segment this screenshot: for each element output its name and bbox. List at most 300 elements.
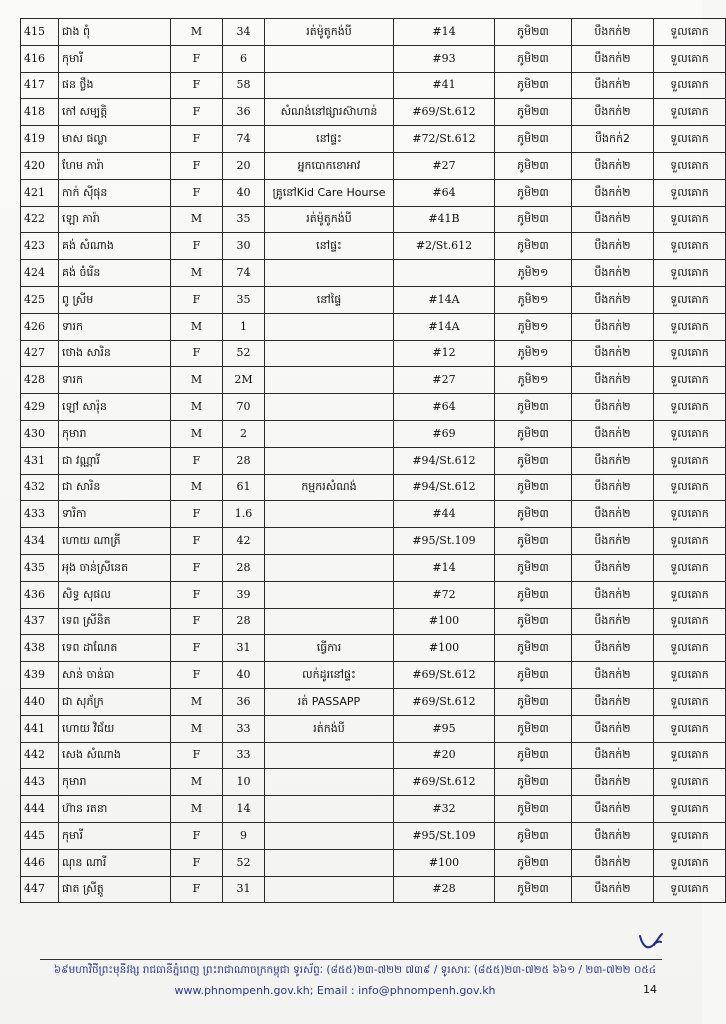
commune-cell: បឹងកក់២ [572, 849, 654, 876]
commune-cell: បឹងកក់២ [572, 876, 654, 903]
sex-cell: F [171, 45, 223, 72]
village-cell: ភូមិ២៣ [495, 45, 572, 72]
age-cell: 1 [223, 313, 265, 340]
age-cell: 2M [223, 367, 265, 394]
age-cell: 58 [223, 72, 265, 99]
table-row [21, 528, 726, 555]
person-name: ទេព ដាណែត [59, 635, 171, 662]
house-number-cell: #72/St.612 [394, 126, 495, 153]
sex-cell: M [171, 394, 223, 421]
row-number: 428 [21, 367, 59, 394]
person-name: សិទ្ធ សុផល [59, 581, 171, 608]
commune-cell: បឹងកក់២ [572, 420, 654, 447]
occupation-cell: នៅផ្ទះ [265, 233, 394, 260]
village-cell: ភូមិ២៣ [495, 554, 572, 581]
district-cell: ទួលគោក [654, 501, 726, 528]
age-cell: 36 [223, 688, 265, 715]
person-name: គង់ ចំរើន [59, 260, 171, 287]
occupation-cell: រត់ម៉ូតូកង់បី [265, 206, 394, 233]
signature-mark [636, 930, 666, 952]
table-row [21, 715, 726, 742]
district-cell: ទួលគោក [654, 260, 726, 287]
house-number-cell: #100 [394, 849, 495, 876]
table-row [21, 608, 726, 635]
sex-cell: M [171, 796, 223, 823]
table-row [21, 367, 726, 394]
person-name: កុមារា [59, 420, 171, 447]
district-cell: ទួលគោក [654, 367, 726, 394]
district-cell: ទួលគោក [654, 822, 726, 849]
commune-cell: បឹងកក់២ [572, 179, 654, 206]
commune-cell: បឹងកក់២ [572, 367, 654, 394]
sex-cell: F [171, 447, 223, 474]
row-number: 418 [21, 99, 59, 126]
table-row [21, 501, 726, 528]
occupation-cell: អ្នកបោកខោអាវ [265, 152, 394, 179]
district-cell: ទួលគោក [654, 72, 726, 99]
village-cell: ភូមិ២៣ [495, 742, 572, 769]
sex-cell: M [171, 420, 223, 447]
house-number-cell: #32 [394, 796, 495, 823]
age-cell: 31 [223, 876, 265, 903]
commune-cell: បឹងកក់២ [572, 528, 654, 555]
house-number-cell: #64 [394, 179, 495, 206]
commune-cell: បឹងកក់២ [572, 340, 654, 367]
village-cell: ភូមិ២៣ [495, 72, 572, 99]
person-name: ពូ ស្រីម [59, 286, 171, 313]
row-number: 422 [21, 206, 59, 233]
occupation-cell: រត់ PASSAPP [265, 688, 394, 715]
age-cell: 31 [223, 635, 265, 662]
table-row [21, 45, 726, 72]
person-name: ជាង ពុំ [59, 19, 171, 46]
village-cell: ភូមិ២៣ [495, 206, 572, 233]
age-cell: 10 [223, 769, 265, 796]
row-number: 420 [21, 152, 59, 179]
commune-cell: បឹងកក់2 [572, 126, 654, 153]
age-cell: 52 [223, 340, 265, 367]
commune-cell: បឹងកក់២ [572, 394, 654, 421]
occupation-cell [265, 796, 394, 823]
register-table [20, 18, 726, 903]
person-name: ផន ថ្លឹង [59, 72, 171, 99]
village-cell: ភូមិ២៣ [495, 662, 572, 689]
village-cell: ភូមិ២៣ [495, 447, 572, 474]
village-cell: ភូមិ២៣ [495, 501, 572, 528]
occupation-cell [265, 822, 394, 849]
district-cell: ទួលគោក [654, 796, 726, 823]
sex-cell: F [171, 233, 223, 260]
village-cell: ភូមិ២៣ [495, 769, 572, 796]
age-cell: 20 [223, 152, 265, 179]
person-name: ជា វណ្ណារី [59, 447, 171, 474]
occupation-cell: នៅផ្ទះ [265, 126, 394, 153]
village-cell: ភូមិ២៣ [495, 581, 572, 608]
village-cell: ភូមិ២៣ [495, 876, 572, 903]
house-number-cell: #28 [394, 876, 495, 903]
row-number: 419 [21, 126, 59, 153]
person-name: ទេព ស្រីនិត [59, 608, 171, 635]
table-row [21, 206, 726, 233]
village-cell: ភូមិ២១ [495, 260, 572, 287]
district-cell: ទួលគោក [654, 206, 726, 233]
table-row [21, 286, 726, 313]
age-cell: 14 [223, 796, 265, 823]
district-cell: ទួលគោក [654, 313, 726, 340]
sex-cell: F [171, 608, 223, 635]
age-cell: 34 [223, 19, 265, 46]
row-number: 430 [21, 420, 59, 447]
house-number-cell: #14 [394, 554, 495, 581]
footer-divider [40, 959, 662, 960]
table-row [21, 260, 726, 287]
sex-cell: F [171, 822, 223, 849]
sex-cell: M [171, 688, 223, 715]
person-name: កុមារី [59, 822, 171, 849]
person-name: ឡោ ភារ៉ា [59, 206, 171, 233]
commune-cell: បឹងកក់២ [572, 822, 654, 849]
commune-cell: បឹងកក់២ [572, 581, 654, 608]
commune-cell: បឹងកក់២ [572, 45, 654, 72]
row-number: 435 [21, 554, 59, 581]
row-number: 440 [21, 688, 59, 715]
person-name: សាន់ ចាន់ធា [59, 662, 171, 689]
table-row [21, 340, 726, 367]
person-name: ហ៊ាន រតនា [59, 796, 171, 823]
district-cell: ទួលគោក [654, 233, 726, 260]
commune-cell: បឹងកក់២ [572, 72, 654, 99]
table-row [21, 152, 726, 179]
person-name: ទារក [59, 367, 171, 394]
occupation-cell [265, 581, 394, 608]
commune-cell: បឹងកក់២ [572, 447, 654, 474]
footer-contact: www.phnompenh.gov.kh; Email : info@phnompenh.gov.kh [174, 984, 496, 997]
age-cell: 28 [223, 554, 265, 581]
table-row [21, 420, 726, 447]
age-cell: 33 [223, 742, 265, 769]
commune-cell: បឹងកក់២ [572, 662, 654, 689]
occupation-cell [265, 608, 394, 635]
commune-cell: បឹងកក់២ [572, 233, 654, 260]
occupation-cell [265, 367, 394, 394]
age-cell: 40 [223, 662, 265, 689]
table-row [21, 313, 726, 340]
age-cell: 36 [223, 99, 265, 126]
row-number: 437 [21, 608, 59, 635]
row-number: 429 [21, 394, 59, 421]
table-row [21, 796, 726, 823]
commune-cell: បឹងកក់២ [572, 286, 654, 313]
row-number: 443 [21, 769, 59, 796]
person-name: កាក់ ស៊ីផុន [59, 179, 171, 206]
district-cell: ទួលគោក [654, 179, 726, 206]
sex-cell: M [171, 260, 223, 287]
house-number-cell: #41B [394, 206, 495, 233]
row-number: 434 [21, 528, 59, 555]
commune-cell: បឹងកក់២ [572, 152, 654, 179]
sex-cell: F [171, 340, 223, 367]
district-cell: ទួលគោក [654, 420, 726, 447]
page-number: 14 [643, 983, 657, 996]
occupation-cell [265, 394, 394, 421]
house-number-cell: #93 [394, 45, 495, 72]
age-cell: 40 [223, 179, 265, 206]
age-cell: 35 [223, 206, 265, 233]
house-number-cell: #69/St.612 [394, 688, 495, 715]
row-number: 444 [21, 796, 59, 823]
person-name: ណុន ណារី [59, 849, 171, 876]
person-name: ហោយ ណាត្រី [59, 528, 171, 555]
village-cell: ភូមិ២៣ [495, 688, 572, 715]
district-cell: ទួលគោក [654, 581, 726, 608]
house-number-cell: #41 [394, 72, 495, 99]
sex-cell: M [171, 206, 223, 233]
district-cell: ទួលគោក [654, 608, 726, 635]
person-name: ទារិកា [59, 501, 171, 528]
district-cell: ទួលគោក [654, 715, 726, 742]
house-number-cell: #100 [394, 608, 495, 635]
row-number: 445 [21, 822, 59, 849]
sex-cell: M [171, 715, 223, 742]
house-number-cell: #100 [394, 635, 495, 662]
house-number-cell: #64 [394, 394, 495, 421]
age-cell: 30 [223, 233, 265, 260]
sex-cell: F [171, 876, 223, 903]
person-name: ផាត ស្រីត្តូ [59, 876, 171, 903]
age-cell: 28 [223, 447, 265, 474]
sex-cell: F [171, 99, 223, 126]
occupation-cell [265, 313, 394, 340]
row-number: 442 [21, 742, 59, 769]
occupation-cell [265, 501, 394, 528]
sex-cell: F [171, 849, 223, 876]
occupation-cell [265, 742, 394, 769]
table-row [21, 662, 726, 689]
table-row [21, 19, 726, 46]
house-number-cell [394, 260, 495, 287]
commune-cell: បឹងកក់២ [572, 19, 654, 46]
sex-cell: M [171, 769, 223, 796]
commune-cell: បឹងកក់២ [572, 260, 654, 287]
village-cell: ភូមិ២១ [495, 286, 572, 313]
occupation-cell: ធ្វើការ [265, 635, 394, 662]
district-cell: ទួលគោក [654, 849, 726, 876]
table-row [21, 179, 726, 206]
sex-cell: F [171, 528, 223, 555]
table-row [21, 742, 726, 769]
commune-cell: បឹងកក់២ [572, 688, 654, 715]
person-name: ឡៅ សារ៉ុន [59, 394, 171, 421]
occupation-cell: នៅផ្ទៃ [265, 286, 394, 313]
house-number-cell: #69 [394, 420, 495, 447]
person-name: ជា សុភ័ក្រ [59, 688, 171, 715]
table-row [21, 233, 726, 260]
sex-cell: M [171, 367, 223, 394]
age-cell: 6 [223, 45, 265, 72]
commune-cell: បឹងកក់២ [572, 742, 654, 769]
sex-cell: M [171, 313, 223, 340]
village-cell: ភូមិ២៣ [495, 99, 572, 126]
district-cell: ទួលគោក [654, 340, 726, 367]
person-name: ទារក [59, 313, 171, 340]
row-number: 427 [21, 340, 59, 367]
person-name: គង់ សំណាង [59, 233, 171, 260]
district-cell: ទួលគោក [654, 769, 726, 796]
village-cell: ភូមិ២៣ [495, 608, 572, 635]
sex-cell: F [171, 742, 223, 769]
occupation-cell [265, 447, 394, 474]
person-name: មាស ផល្លា [59, 126, 171, 153]
district-cell: ទួលគោក [654, 528, 726, 555]
sex-cell: F [171, 126, 223, 153]
sex-cell: M [171, 474, 223, 501]
district-cell: ទួលគោក [654, 152, 726, 179]
row-number: 447 [21, 876, 59, 903]
house-number-cell: #14A [394, 313, 495, 340]
occupation-cell [265, 554, 394, 581]
commune-cell: បឹងកក់២ [572, 99, 654, 126]
person-name: កុមារា [59, 769, 171, 796]
table-row [21, 581, 726, 608]
row-number: 417 [21, 72, 59, 99]
house-number-cell: #44 [394, 501, 495, 528]
row-number: 436 [21, 581, 59, 608]
occupation-cell [265, 849, 394, 876]
village-cell: ភូមិ២១ [495, 340, 572, 367]
house-number-cell: #94/St.612 [394, 447, 495, 474]
sex-cell: F [171, 635, 223, 662]
sex-cell: F [171, 662, 223, 689]
house-number-cell: #94/St.612 [394, 474, 495, 501]
house-number-cell: #12 [394, 340, 495, 367]
district-cell: ទួលគោក [654, 635, 726, 662]
age-cell: 74 [223, 260, 265, 287]
person-name: អុង ចាន់ស្រីនេត [59, 554, 171, 581]
table-row [21, 635, 726, 662]
sex-cell: F [171, 286, 223, 313]
village-cell: ភូមិ២៣ [495, 822, 572, 849]
register-rows [21, 19, 726, 903]
person-name: កៅ សម្បត្តិ [59, 99, 171, 126]
age-cell: 61 [223, 474, 265, 501]
village-cell: ភូមិ២១ [495, 313, 572, 340]
village-cell: ភូមិ២៣ [495, 474, 572, 501]
occupation-cell [265, 876, 394, 903]
occupation-cell: កម្មករសំណង់ [265, 474, 394, 501]
village-cell: ភូមិ២៣ [495, 126, 572, 153]
table-row [21, 554, 726, 581]
district-cell: ទួលគោក [654, 286, 726, 313]
table-row [21, 474, 726, 501]
row-number: 416 [21, 45, 59, 72]
house-number-cell: #69/St.612 [394, 99, 495, 126]
table-row [21, 72, 726, 99]
village-cell: ភូមិ២៣ [495, 19, 572, 46]
footer-address: ៦៩មហាវិថីព្រះមុនីវង្ស រាជធានីភ្នំពេញ ព្រះរាជាណាចក្រកម្ពុជា ទូរស័ព្ទៈ (៨៥៥)២៣-៧២២ ៧៣៩ / ទូរសារៈ (៨៥៥)២៣-៧២៥ ៦៦១ / ២៣-៧២២ ០៥៤ [53, 964, 657, 976]
district-cell: ទួលគោក [654, 19, 726, 46]
row-number: 438 [21, 635, 59, 662]
row-number: 439 [21, 662, 59, 689]
district-cell: ទួលគោក [654, 742, 726, 769]
person-name: ហែម ភារ៉ា [59, 152, 171, 179]
occupation-cell [265, 528, 394, 555]
commune-cell: បឹងកក់២ [572, 206, 654, 233]
age-cell: 2 [223, 420, 265, 447]
age-cell: 70 [223, 394, 265, 421]
commune-cell: បឹងកក់២ [572, 796, 654, 823]
age-cell: 28 [223, 608, 265, 635]
age-cell: 33 [223, 715, 265, 742]
occupation-cell [265, 260, 394, 287]
occupation-cell [265, 340, 394, 367]
age-cell: 74 [223, 126, 265, 153]
village-cell: ភូមិ២៣ [495, 796, 572, 823]
district-cell: ទួលគោក [654, 45, 726, 72]
village-cell: ភូមិ២៣ [495, 528, 572, 555]
district-cell: ទួលគោក [654, 447, 726, 474]
row-number: 426 [21, 313, 59, 340]
house-number-cell: #95/St.109 [394, 822, 495, 849]
commune-cell: បឹងកក់២ [572, 474, 654, 501]
house-number-cell: #27 [394, 367, 495, 394]
row-number: 421 [21, 179, 59, 206]
district-cell: ទួលគោក [654, 688, 726, 715]
row-number: 441 [21, 715, 59, 742]
table-row [21, 447, 726, 474]
occupation-cell: រត់កង់បី [265, 715, 394, 742]
occupation-cell [265, 72, 394, 99]
age-cell: 42 [223, 528, 265, 555]
house-number-cell: #69/St.612 [394, 769, 495, 796]
row-number: 425 [21, 286, 59, 313]
village-cell: ភូមិ២៣ [495, 152, 572, 179]
row-number: 431 [21, 447, 59, 474]
house-number-cell: #27 [394, 152, 495, 179]
district-cell: ទួលគោក [654, 99, 726, 126]
row-number: 415 [21, 19, 59, 46]
age-cell: 9 [223, 822, 265, 849]
row-number: 433 [21, 501, 59, 528]
table-row [21, 99, 726, 126]
occupation-cell [265, 45, 394, 72]
commune-cell: បឹងកក់២ [572, 769, 654, 796]
age-cell: 39 [223, 581, 265, 608]
table-row [21, 688, 726, 715]
table-row [21, 876, 726, 903]
house-number-cell: #95/St.109 [394, 528, 495, 555]
commune-cell: បឹងកក់២ [572, 501, 654, 528]
sex-cell: F [171, 152, 223, 179]
village-cell: ភូមិ២៣ [495, 849, 572, 876]
district-cell: ទួលគោក [654, 554, 726, 581]
person-name: ជា សារិន [59, 474, 171, 501]
commune-cell: បឹងកក់២ [572, 635, 654, 662]
village-cell: ភូមិ២១ [495, 367, 572, 394]
district-cell: ទួលគោក [654, 474, 726, 501]
occupation-cell: លក់ដូរនៅផ្ទះ [265, 662, 394, 689]
occupation-cell: សំណង់នៅផ្សារស៊ាហាន់ [265, 99, 394, 126]
house-number-cell: #72 [394, 581, 495, 608]
table-row [21, 769, 726, 796]
village-cell: ភូមិ២៣ [495, 715, 572, 742]
table-row [21, 394, 726, 421]
house-number-cell: #2/St.612 [394, 233, 495, 260]
sex-cell: F [171, 179, 223, 206]
occupation-cell: គ្រូនៅKid Care Hourse [265, 179, 394, 206]
sex-cell: F [171, 554, 223, 581]
house-number-cell: #69/St.612 [394, 662, 495, 689]
occupation-cell [265, 769, 394, 796]
